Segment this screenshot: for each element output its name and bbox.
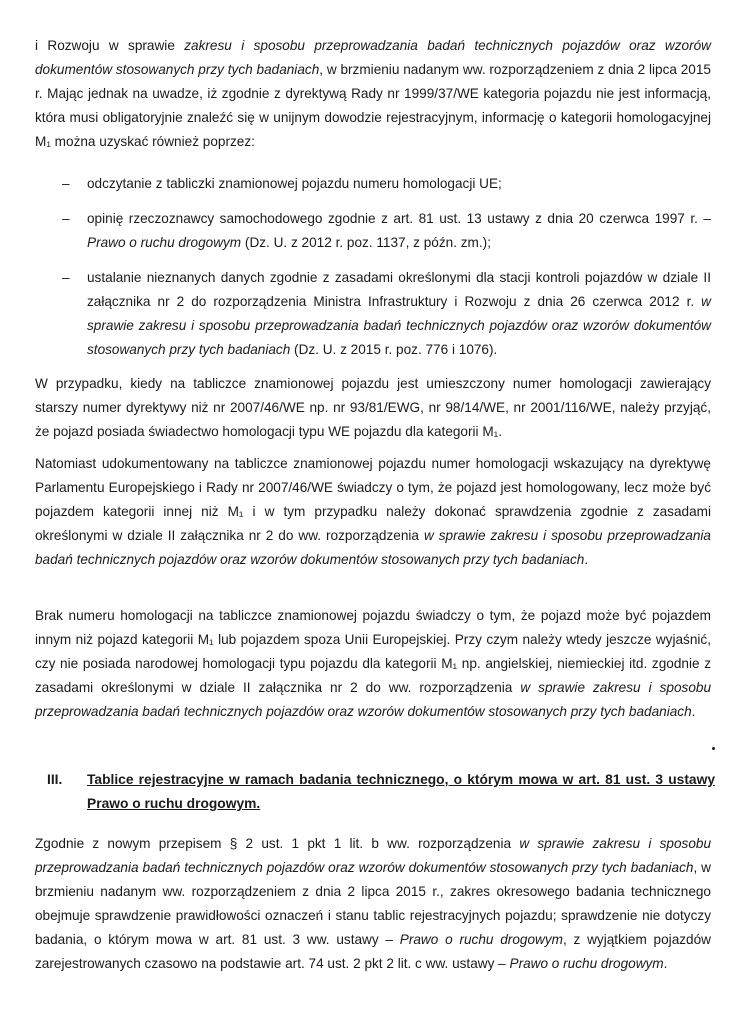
text-segment: .	[691, 704, 696, 719]
italic-text-segment: Prawo o ruchu drogowym	[509, 956, 664, 971]
italic-text-segment: w sprawie zakresu i sposobu przeprowadzania badań technicznych pojazdów oraz wzorów dokumentów stosowanych przy tych badaniach	[35, 528, 711, 567]
text-segment: ustalanie nieznanych danych zgodnie z zasadami określonymi dla stacji kontroli pojazdów w dziale II załącznika nr 2 do rozporządzenia Ministra Infrastruktury i Rozwoju z dnia 26 czerwca 2012 r.	[87, 270, 711, 309]
bullet-item-nameplate	[87, 172, 711, 196]
paragraph-registration-plates	[35, 832, 711, 976]
paragraph-older-directive	[35, 372, 711, 444]
bullet-item-unknown-data	[87, 266, 711, 362]
bullet-dash: –	[62, 176, 70, 191]
text-segment: .	[663, 956, 668, 971]
text-segment: i Rozwoju w sprawie	[35, 38, 185, 53]
paragraph-directive-2007-46	[35, 452, 711, 572]
bullet-item-expert-opinion	[87, 207, 711, 255]
text-segment: .	[584, 552, 589, 567]
section-number: III.	[47, 772, 63, 787]
italic-text-segment: w sprawie zakresu i sposobu przeprowadzania badań technicznych pojazdów oraz wzorów dokumentów stosowanych przy tych badaniach	[87, 294, 711, 357]
text-segment: (Dz. U. z 2015 r. poz. 776 i 1076).	[290, 342, 498, 357]
bullet-dash: –	[62, 211, 70, 226]
text-segment: Brak numeru homologacji na tabliczce znamionowej pojazdu świadczy o tym, że pojazd może być pojazdem innym niż pojazd kategorii M₁ lub pojazdem spoza Unii Europejskiej. Przy czym należy wtedy jeszcze wyjaśnić, czy nie posiada narodowej homologacji typu pojazdu dla kategorii M₁ np. angielskiej, niemieckiej itd. zgodnie z zasadami określonymi w dziale II załącznika nr 2 do ww. rozporządzenia	[35, 608, 711, 695]
text-segment: Natomiast udokumentowany na tabliczce znamionowej pojazdu numer homologacji wskazujący na dyrektywę Parlamentu Europejskiego i Rady nr 2007/46/WE świadczy o tym, że pojazd jest homologowany, lecz może być pojazdem kategorii innej niż M₁ i w tym przypadku należy dokonać sprawdzenia zgodnie z zasadami określonymi w dziale II załącznika nr 2 do ww. rozporządzenia	[35, 456, 711, 543]
italic-text-segment: w sprawie zakresu i sposobu przeprowadzania badań technicznych pojazdów oraz wzorów dokumentów stosowanych przy tych badaniach	[35, 680, 712, 719]
paragraph-no-homologation	[35, 604, 711, 724]
bullet-dash: –	[62, 270, 70, 285]
section-heading: Tablice rejestracyjne w ramach badania technicznego, o którym mowa w art. 81 ust. 3 ustawy Prawo o ruchu drogowym.	[87, 772, 715, 811]
italic-text-segment: w sprawie zakresu i sposobu przeprowadzania badań technicznych pojazdów oraz wzorów dokumentów stosowanych przy tych badaniach	[35, 836, 712, 875]
text-segment: (Dz. U. z 2012 r. poz. 1137, z późn. zm.);	[241, 235, 491, 250]
italic-text-segment: Prawo o ruchu drogowym	[399, 932, 563, 947]
text-segment: , w brzmieniu nadanym ww. rozporządzeniem z dnia 2 lipca 2015 r. Mając jednak na uwadze, iż zgodnie z dyrektywą Rady nr 1999/37/WE kategoria pojazdu nie jest informacją, która musi obligatoryjnie znaleźć się w unijnym dowodzie rejestracyjnym, informację o kategorii homologacyjnej M₁ można uzyskać również poprzez:	[35, 62, 711, 149]
text-segment: Zgodnie z nowym przepisem § 2 ust. 1 pkt 1 lit. b ww. rozporządzenia	[35, 836, 520, 851]
scan-speck	[712, 747, 715, 750]
paragraph-continuation	[35, 34, 711, 154]
text-segment: , z wyjątkiem pojazdów zarejestrowanych czasowo na podstawie art. 74 ust. 2 pkt 2 lit. c ww. ustawy –	[35, 932, 711, 971]
text-segment: W przypadku, kiedy na tabliczce znamionowej pojazdu jest umieszczony numer homologacji zawierający starszy numer dyrektywy niż nr 2007/46/WE np. nr 93/81/EWG, nr 98/14/WE, nr 2001/116/WE, należy przyjąć, że pojazd posiada świadectwo homologacji typu WE pojazdu dla kategorii M₁.	[35, 376, 711, 439]
text-segment: , w brzmieniu nadanym ww. rozporządzeniem z dnia 2 lipca 2015 r., zakres okresowego badania technicznego obejmuje sprawdzenie prawidłowości oznaczeń i stanu tablic rejestracyjnych pojazdu; sprawdzenie nie dotyczy badania, o którym mowa w art. 81 ust. 3 ww. ustawy –	[35, 860, 711, 947]
text-segment: odczytanie z tabliczki znamionowej pojazdu numeru homologacji UE;	[87, 176, 502, 191]
italic-text-segment: zakresu i sposobu przeprowadzania badań technicznych pojazdów oraz wzorów dokumentów stosowanych przy tych badaniach	[35, 38, 711, 77]
text-segment: opinię rzeczoznawcy samochodowego zgodnie z art. 81 ust. 13 ustawy z dnia 20 czerwca 1997 r. –	[87, 211, 711, 226]
italic-text-segment: Prawo o ruchu drogowym	[87, 235, 242, 250]
